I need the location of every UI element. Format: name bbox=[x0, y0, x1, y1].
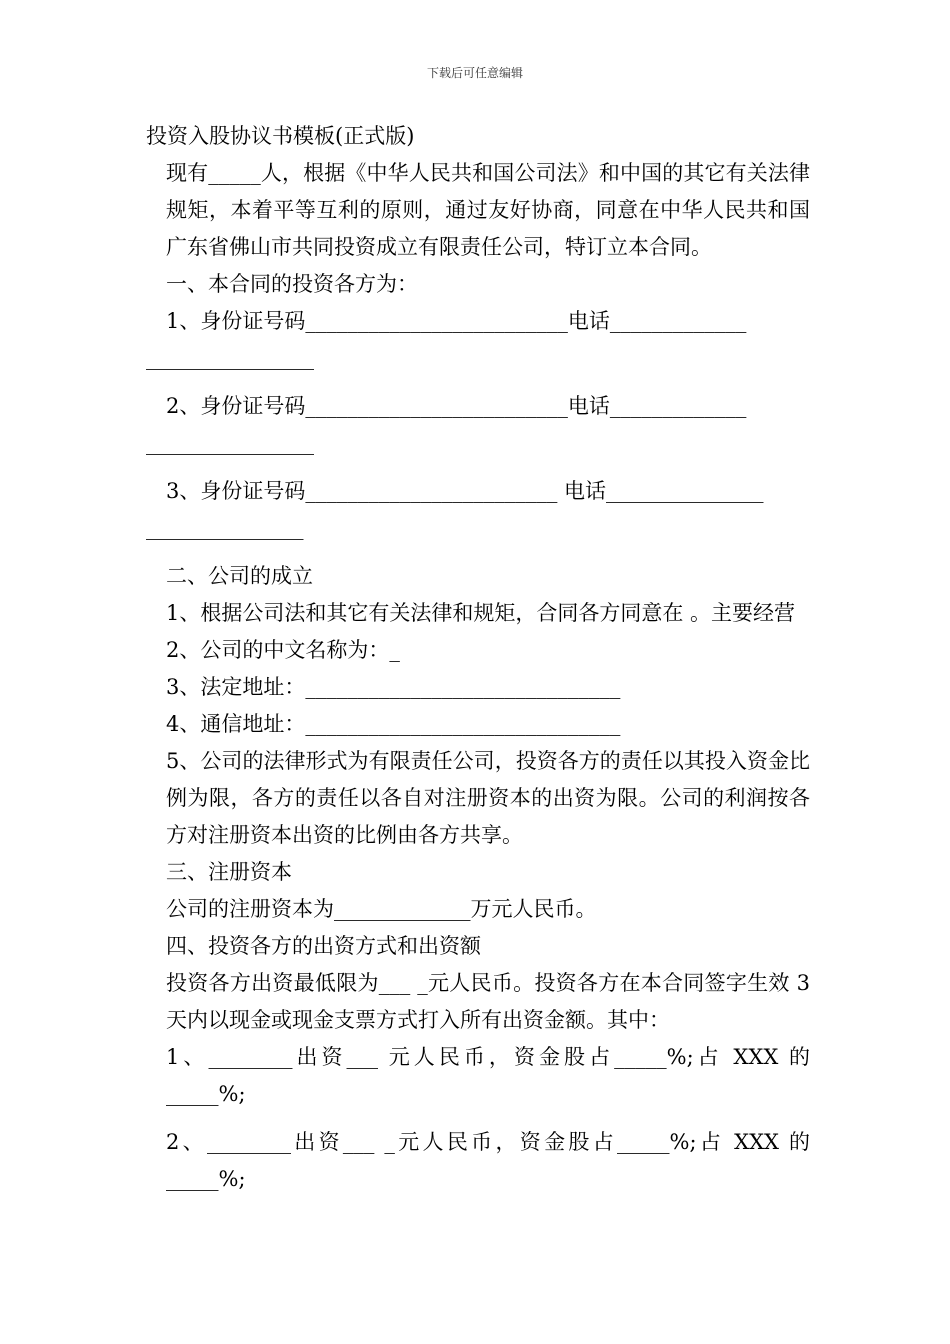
intro-paragraph: 现有_____人，根据《中华人民共和国公司法》和中国的其它有关法律规矩，本着平等互利的原则，通过友好协商，同意在中华人民共和国广东省佛山市共同投资成立有限责任公司，特订立本合同。 bbox=[166, 161, 810, 259]
section-2-item-1: 1、根据公司法和其它有关法律和规矩，合同各方同意在 。主要经营 bbox=[166, 601, 796, 625]
section-2-item-5: 5、公司的法律形式为有限责任公司，投资各方的责任以其投入资金比例为限，各方的责任以各自对注册资本的出资为限。公司的利润按各方对注册资本出资的比例由各方共享。 bbox=[166, 749, 810, 847]
section-2-heading: 二、公司的成立 bbox=[166, 564, 313, 588]
section-3-heading: 三、注册资本 bbox=[166, 860, 292, 884]
section-3-item-1: 公司的注册资本为_____________万元人民币。 bbox=[166, 897, 597, 921]
section-4-intro: 投资各方出资最低限为___ _元人民币。投资各方在本合同签字生效 3 天内以现金或现金支票方式打入所有出资金额。其中： bbox=[166, 971, 810, 1032]
document-title: 投资入股协议书模板(正式版) bbox=[146, 124, 415, 148]
section-2-item-2: 2、公司的中文名称为：_ bbox=[166, 638, 400, 662]
section-4-heading: 四、投资各方的出资方式和出资额 bbox=[166, 934, 481, 958]
section-4-item-2: 2、________出资___ _元人民币，资金股占_____%;占 XXX 的_____%; bbox=[166, 1130, 810, 1191]
investor-1-continuation: ________________ bbox=[146, 346, 314, 370]
section-2-item-4: 4、通信地址：______________________________ bbox=[166, 712, 621, 736]
page-header: 下载后可任意编辑 bbox=[426, 66, 523, 80]
investor-2-continuation: ________________ bbox=[146, 431, 314, 455]
investor-1-line: 1、身份证号码_________________________电话_____________ bbox=[166, 309, 747, 333]
document-body bbox=[146, 118, 810, 1198]
investor-2-line: 2、身份证号码_________________________电话_____________ bbox=[166, 394, 747, 418]
section-1-heading: 一、本合同的投资各方为： bbox=[166, 272, 418, 296]
section-4-item-1: 1、________出资___ 元人民币，资金股占_____%;占 XXX 的_____%; bbox=[166, 1045, 810, 1106]
section-2-item-3: 3、法定地址：______________________________ bbox=[166, 675, 621, 699]
investor-3-continuation: _______________ bbox=[146, 516, 304, 540]
investor-3-line: 3、身份证号码________________________ 电话_______________ bbox=[166, 479, 764, 503]
